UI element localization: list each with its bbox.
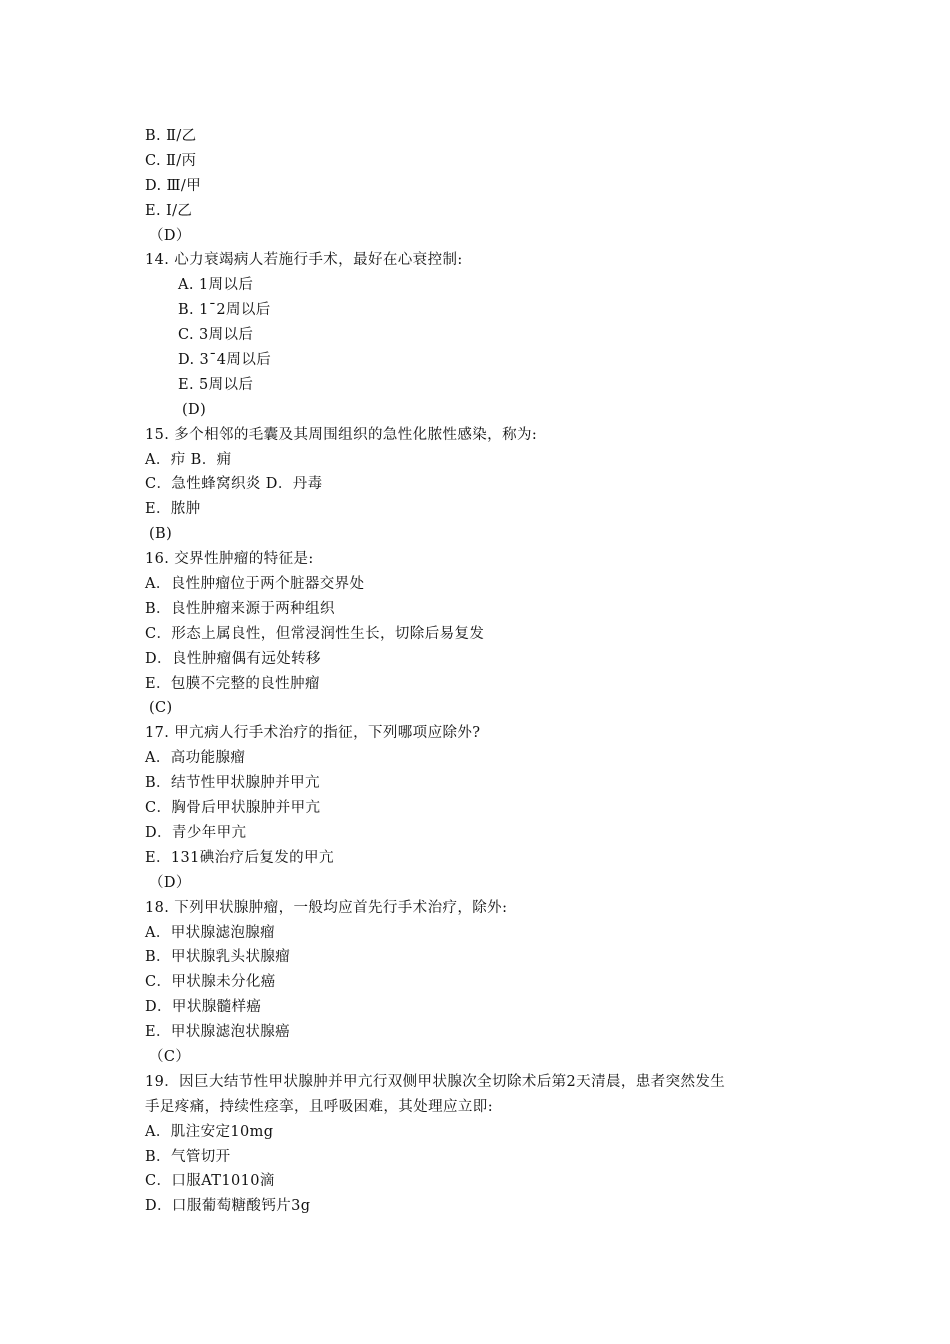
text-line: D．青少年甲亢 bbox=[145, 824, 247, 841]
text-line: C．形态上属良性，但常浸润性生长，切除后易复发 bbox=[145, 625, 485, 642]
text-line: C．甲状腺未分化癌 bbox=[145, 974, 276, 991]
text-line: E．甲状腺滤泡状腺癌 bbox=[145, 1024, 291, 1041]
text-line: C．急性蜂窝织炎 D．丹毒 bbox=[145, 476, 323, 493]
answer-line: （D） bbox=[149, 227, 191, 244]
text-line: A．高功能腺瘤 bbox=[145, 750, 246, 767]
answer-line: (D) bbox=[182, 401, 207, 418]
text-line: A．甲状腺滤泡腺瘤 bbox=[145, 924, 276, 941]
text-line: C．胸骨后甲状腺肿并甲亢 bbox=[145, 800, 321, 817]
answer-line: (B) bbox=[149, 526, 173, 543]
text-line: A．疖 B．痈 bbox=[145, 451, 232, 468]
text-line: 19．因巨大结节性甲状腺肿并甲亢行双侧甲状腺次全切除术后第2天清晨，患者突然发生 bbox=[145, 1073, 726, 1090]
text-line: B．良性肿瘤来源于两种组织 bbox=[145, 600, 335, 617]
text-line: D．甲状腺髓样癌 bbox=[145, 999, 262, 1016]
text-line: E．包膜不完整的良性肿瘤 bbox=[145, 675, 320, 692]
text-line: E．脓肿 bbox=[145, 501, 201, 518]
text-line: 17. 甲亢病人行手术治疗的指征，下列哪项应除外? bbox=[145, 725, 481, 742]
text-line: E. 5周以后 bbox=[178, 376, 254, 393]
text-line: E．131碘治疗后复发的甲亢 bbox=[145, 849, 334, 866]
text-line: D．口服葡萄糖酸钙片3g bbox=[145, 1198, 311, 1215]
text-line: D. Ⅲ/甲 bbox=[145, 177, 202, 194]
answer-line: （D） bbox=[149, 874, 191, 891]
text-line: 14. 心力衰竭病人若施行手术，最好在心衰控制: bbox=[145, 252, 463, 269]
text-line: B. Ⅱ/乙 bbox=[145, 128, 197, 144]
text-line: A．良性肿瘤位于两个脏器交界处 bbox=[145, 576, 365, 593]
answer-line: (C) bbox=[149, 700, 173, 717]
text-line: B．甲状腺乳头状腺瘤 bbox=[145, 949, 291, 966]
answer-line: （C） bbox=[149, 1048, 191, 1065]
text-line: A．肌注安定10mg bbox=[145, 1123, 274, 1140]
question-list bbox=[145, 124, 825, 1219]
text-line: A. 1周以后 bbox=[178, 277, 254, 294]
text-line: 18. 下列甲状腺肿瘤，一般均应首先行手术治疗，除外: bbox=[145, 899, 508, 916]
text-line: 15. 多个相邻的毛囊及其周围组织的急性化脓性感染，称为: bbox=[145, 426, 538, 443]
text-line: B．气管切开 bbox=[145, 1148, 231, 1165]
text-line: B．结节性甲状腺肿并甲亢 bbox=[145, 775, 320, 792]
text-line: E. Ⅰ/乙 bbox=[145, 202, 193, 219]
text-line: B. 1¯2周以后 bbox=[178, 302, 271, 319]
text-line: 手足疼痛，持续性痉挛，且呼吸困难，其处理应立即: bbox=[145, 1098, 493, 1115]
text-line: C．口服AT1010滴 bbox=[145, 1173, 275, 1190]
text-line: 16. 交界性肿瘤的特征是: bbox=[145, 551, 314, 568]
text-line: C. Ⅱ/丙 bbox=[145, 152, 197, 169]
text-line: D. 3¯4周以后 bbox=[178, 352, 272, 369]
text-line: D．良性肿瘤偶有远处转移 bbox=[145, 650, 321, 667]
text-line: C. 3周以后 bbox=[178, 327, 254, 344]
